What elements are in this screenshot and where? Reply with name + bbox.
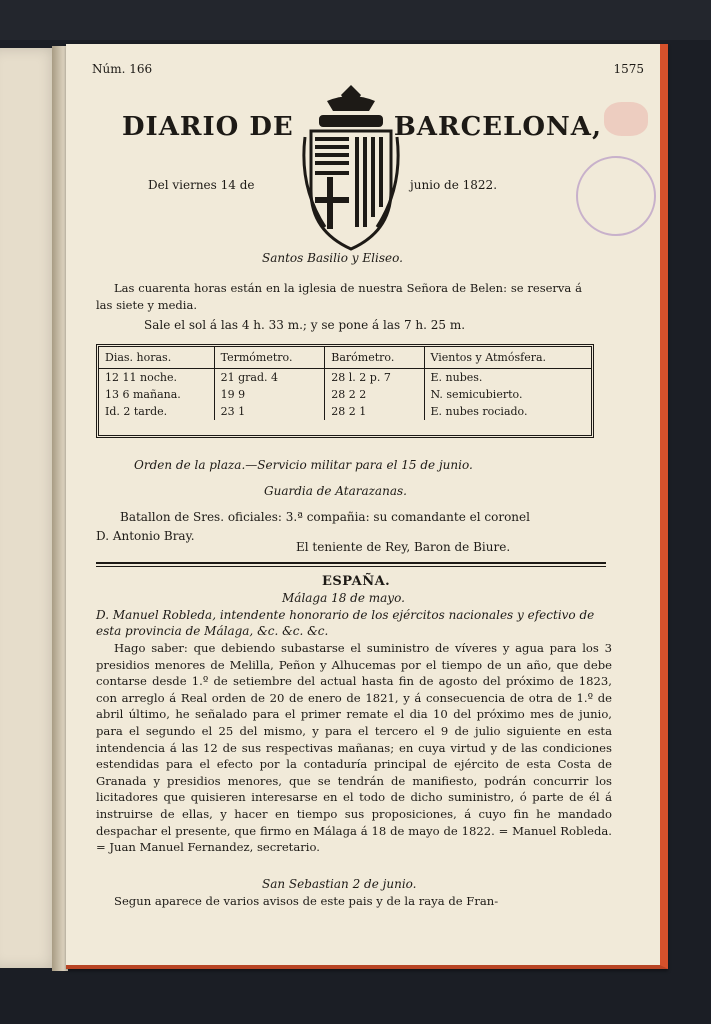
masthead-left: DIARIO DE <box>122 112 294 142</box>
newspaper-page <box>66 44 668 969</box>
masthead-right: BARCELONA, <box>393 112 602 142</box>
header-winds: Vientos y Atmósfera. <box>424 347 591 369</box>
red-ink-mark <box>604 102 648 136</box>
date-left: Del viernes 14 de <box>148 178 255 192</box>
day-time-cell: Id. 2 tarde. <box>99 403 214 420</box>
date-right: junio de 1822. <box>410 178 498 192</box>
folio-number: 1575 <box>613 62 644 76</box>
thermometer-cell: 23 1 <box>214 403 325 420</box>
table-row <box>99 403 591 420</box>
forty-hours-notice: Las cuarenta horas están en la iglesia de nuestra Señora de Belen: se reserva á las siete y media. <box>96 281 582 312</box>
issue-number: Núm. 166 <box>92 62 153 76</box>
article-last-line: Segun aparece de varios avisos de este pais y de la raya de Fran- <box>114 894 499 908</box>
barometer-cell: 28 2 1 <box>325 403 424 420</box>
header-barometer: Barómetro. <box>325 347 424 369</box>
barometer-cell: 28 l. 2 p. 7 <box>325 369 424 387</box>
article-dateline: Málaga 18 de mayo. <box>282 591 405 605</box>
table-row <box>99 369 591 387</box>
barcelona-coat-of-arms-icon <box>297 81 405 253</box>
section-title: ESPAÑA. <box>322 574 391 589</box>
section-divider <box>96 562 606 564</box>
scanner-background <box>0 0 711 40</box>
colonel-name: D. Antonio Bray. <box>96 529 195 543</box>
day-time-cell: 13 6 mañana. <box>99 386 214 403</box>
military-order-heading: Orden de la plaza.—Servicio militar para el 15 de junio. <box>134 458 473 472</box>
table-row <box>99 386 591 403</box>
lieutenant-signature: El teniente de Rey, Baron de Biure. <box>296 540 511 554</box>
library-stamp <box>576 156 656 236</box>
weather-table <box>96 344 594 438</box>
saints-of-day: Santos Basilio y Eliseo. <box>262 251 403 265</box>
sunrise-sunset: Sale el sol á las 4 h. 33 m.; y se pone á las 7 h. 25 m. <box>144 318 466 332</box>
header-thermometer: Termómetro. <box>214 347 325 369</box>
header-days-hours: Dias. horas. <box>99 347 214 369</box>
article-heading: D. Manuel Robleda, intendente honorario de los ejércitos nacionales y efectivo de esta provincia de Málaga, &c. &c. &c. <box>96 608 595 638</box>
guard-heading: Guardia de Atarazanas. <box>264 484 407 498</box>
thermometer-cell: 19 9 <box>214 386 325 403</box>
second-dateline: San Sebastian 2 de junio. <box>262 877 417 891</box>
article-body: Hago saber: que debiendo subastarse el suministro de víveres y agua para los 3 presidios menores de Melilla, Peñon y Alhucemas por el tiempo de un año, que debe contarse desde 1.º de setiembre del actual hasta fin de agosto del próximo de 1823, con arreglo á Real orden de 20 de enero de 1821, y á consecuencia de otra de 1.º de abril último, he señalado para el primer remate el dia 10 del próximo mes de junio, para el segundo el 25 del mismo, y para el tercero el 9 de julio siguiente en esta intendencia á las 12 de sus respectivas mañanas; en cuya virtud y de las condiciones estendidas para el efecto por la contaduría principal de ejército de esta Costa de Granada y presidios menores, que se tendrán de manifiesto, podrán concurrir los licitadores que quisieren interesarse en el todo de dicho suministro, ó parte de él á instruirse de ellas, y hacer en tiempo sus proposiciones, á cuyo fin he mandado despachar el presente, que firmo en Málaga á 18 de mayo de 1822. = Manuel Robleda. = Juan Manuel Fernandez, secretario. <box>96 641 612 855</box>
day-time-cell: 12 11 noche. <box>99 369 214 387</box>
wind-cell: E. nubes. <box>430 371 483 384</box>
battalion-text: Batallon de Sres. oficiales: 3.ª compañia: su comandante el coronel <box>120 510 530 524</box>
wind-cell: E. nubes rociado. <box>430 405 528 418</box>
thermometer-cell: 21 grad. 4 <box>214 369 325 387</box>
wind-cell: N. semicubierto. <box>430 388 523 401</box>
barometer-cell: 28 2 2 <box>325 386 424 403</box>
section-divider-thin <box>96 566 606 567</box>
